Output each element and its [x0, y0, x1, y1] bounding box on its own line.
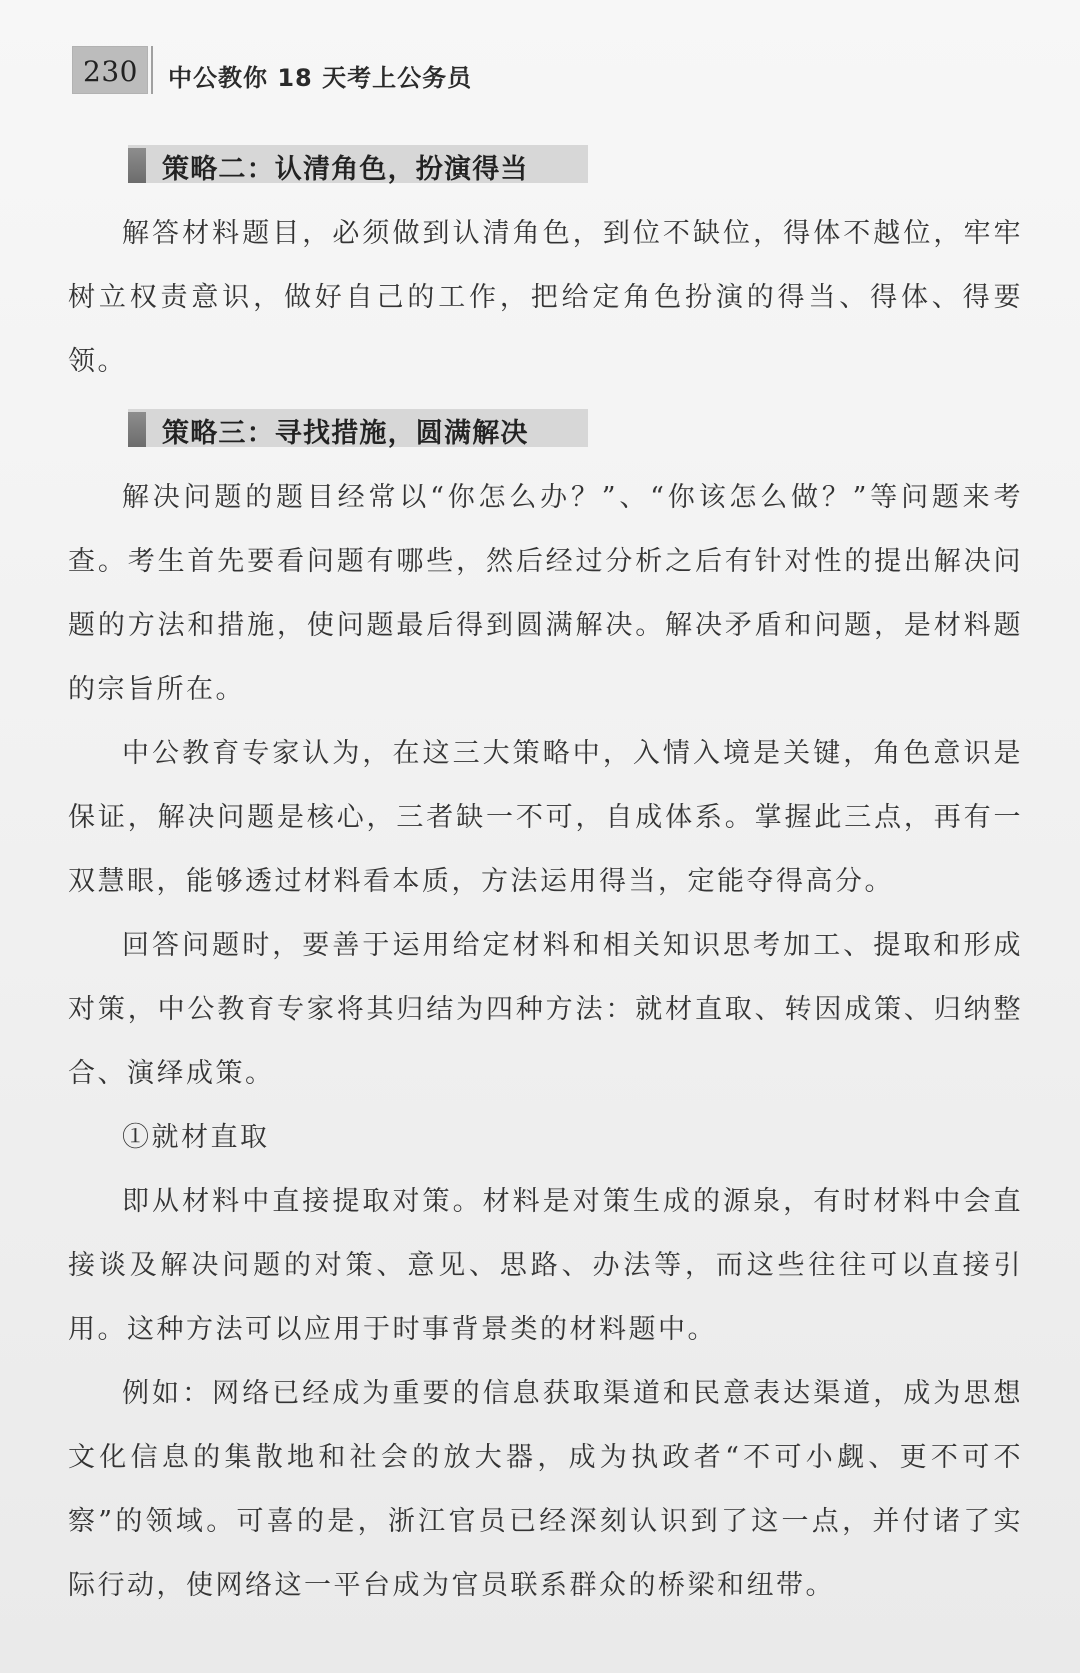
- paragraph-strategy-two: 解答材料题目，必须做到认清角色，到位不缺位，得体不越位，牢牢树立权责意识，做好自己的工作，把给定角色扮演的得当、得体、得要领。: [68, 218, 1023, 377]
- book-title: 中公教你 18 天考上公务员: [168, 64, 473, 92]
- page-header: [60, 46, 1040, 100]
- method-paragraph-2: 例如：网络已经成为重要的信息获取渠道和民意表达渠道，成为思想文化信息的集散地和社会的放大器，成为执政者“不可小觑、更不可不察”的领域。可喜的是，浙江官员已经深刻认识到了这一点，并付诸了实际行动，使网络这一平台成为官员联系群众的桥梁和纽带。: [68, 1378, 1023, 1601]
- method-paragraph-1: 即从材料中直接提取对策。材料是对策生成的源泉，有时材料中会直接谈及解决问题的对策、意见、思路、办法等，而这些往往可以直接引用。这种方法可以应用于时事背景类的材料题中。: [68, 1186, 1023, 1345]
- header-divider: [151, 46, 153, 94]
- section-marker-icon: [128, 148, 146, 183]
- section-heading-strategy-three: [68, 404, 1023, 458]
- paragraph-strategy-three-1: 解决问题的题目经常以“你怎么办？”、“你该怎么做？”等问题来考查。考生首先要看问题有哪些，然后经过分析之后有针对性的提出解决问题的方法和措施，使问题最后得到圆满解决。解决矛盾和问题，是材料题的宗旨所在。: [68, 482, 1023, 705]
- paragraph-strategy-three-2: 中公教育专家认为，在这三大策略中，入情入境是关键，角色意识是保证，解决问题是核心，三者缺一不可，自成体系。掌握此三点，再有一双慧眼，能够透过材料看本质，方法运用得当，定能夺得高分。: [68, 738, 1023, 897]
- page-content: [68, 140, 1023, 1618]
- method-label: ①就材直取: [122, 1122, 270, 1153]
- page-number: 230: [83, 55, 138, 88]
- paragraph-strategy-three-3: 回答问题时，要善于运用给定材料和相关知识思考加工、提取和形成对策，中公教育专家将其归结为四种方法：就材直取、转因成策、归纳整合、演绎成策。: [68, 930, 1023, 1089]
- section-heading-text: 策略三：寻找措施，圆满解决: [162, 418, 529, 449]
- section-heading-strategy-two: [68, 140, 1023, 194]
- section-heading-text: 策略二：认清角色，扮演得当: [162, 154, 529, 185]
- section-marker-icon: [128, 412, 146, 447]
